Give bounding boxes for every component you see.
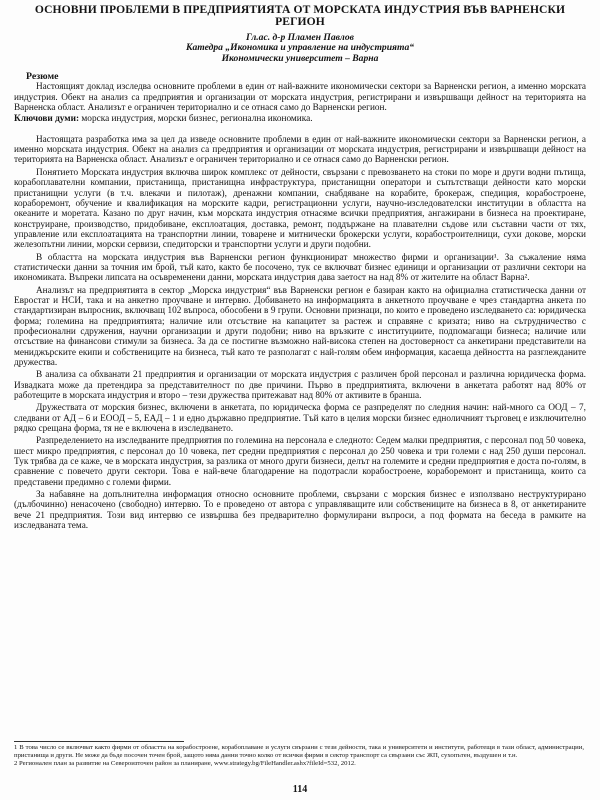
footnote-1: 1 В това число се включват както фирми от областта на корабостроене, корабоплаване и услуги свързани с тези дейности, така и университети и институти, работещи в тази област, администрации, пристанища и други. Не може да бъде посочен точен брой, защото няма данни точно колко от всички фирми в сектор транспорт са свързани със ЖП, сухопътен, въздушен и т.н.	[14, 744, 584, 759]
page-number: 114	[292, 784, 308, 795]
keywords-text: морска индустрия, морски бизнес, регионална икономика.	[79, 113, 313, 124]
keywords-line	[14, 114, 586, 125]
abstract-text: Настоящият доклад изследва основните проблеми в един от най-важните икономически сектори за Варненски регион, а именно морската индустрия. Обект на анализ са предприятия и организации от морската индустрия, регистрирани и извършващи дейност на територията на Варненска област. Анализът е ограничен териториално и се отнася само до Варненски регион.	[14, 82, 586, 114]
abstract-section	[14, 72, 586, 114]
footnote-divider	[14, 741, 184, 742]
paragraph-interviews: За набавяне на допълнителна информация относно основните проблеми, свързани с морския бизнес е използвано неструктурирано (дълбочинно) ненасочено (свободно) интервю. То е проведено от автора с управляващите или собствениците на бизнеса в 8, от анкетираните вече 21 предприятия. Този вид интервю се извършва без предварително формулирани въпроси, а под формата на беседа в рамките на изследваната тема.	[14, 490, 586, 532]
abstract-heading: Резюме	[26, 71, 59, 82]
paragraph-companies: В областта на морската индустрия във Варненски регион функционират множество фирми и организации¹. За съжаление няма статистически данни за точния им брой, тъй като, както бе посочено, тук се включват бизнес единици и организации от различни сектори на икономиката. Въпреки липсата на осъвременени данни, морската индустрия дава заетост на над 8% от жителите на област Варна².	[14, 252, 586, 284]
keywords-label: Ключови думи:	[14, 113, 80, 124]
paragraph-methodology: Анализът на предприятията в сектор „Морска индустрия“ във Варненски регион е базиран както на официална статистическа данни от Евростат и НСИ, така и на анкетно проучване и интервю. Добиването на информацията в анкетното проучване е чрез стандартна анкета по стандартизиран въпросник, включващ 102 въпроса, обособени в 9 групи. Основни признаци, по които е проведено изследването са: юридическа форма; големина на предприятията; наличие или отсъствие на капацитет за растеж и справяне с кризата; ниво на сътрудничество с професионални сдружения, научни организации и други подобни; ниво на връзките с институциите, подпомагащи бизнеса; наличие или отсъствие на финансови стимули за бизнеса. За да се постигне възможно най-висока степен на достоверност са анкетирани представители на мениджърските екипи и собствениците на бизнеса, тъй като те разполагат с най-голям обем информация, касаеща дейността на разглежданите дружества.	[14, 285, 586, 368]
body-text	[14, 135, 586, 532]
affiliation-university: Икономически университет – Варна	[221, 52, 379, 64]
footnotes	[14, 744, 584, 768]
paper-title: ОСНОВНИ ПРОБЛЕМИ В ПРЕДПРИЯТИЯТА ОТ МОРСКАТА ИНДУСТРИЯ ВЪВ ВАРНЕНСКИ РЕГИОН	[34, 3, 566, 28]
paragraph-definition: Понятието Морската индустрия включва широк комплекс от дейности, свързани с превозването на стоки по море и други водни пътища, корабоплавателни компании, пристанища, пристанищна инфраструктура, пристанищни оператори и съпътстващи дейности като морски пристанищни услуги (в т.ч. влекачи и пилотаж), дренажни компании, снабдяване на корабите, брокераж, спедиция, корабостроене, кораборемонт, обучение и квалификация на морските кадри, регистрационни услуги, научно-изследователски институции в областта на океаните и моретата. Казано по друг начин, към морската индустрия отнасяме всички предприятия, ангажирани в бизнеса на проектиране, конструиране, производство, придобиване, експлоатация, доставка, ремонт, поддържане на плавателни съдове или съставни части от тях, управление или експлоатацията на транспортни линии, товарене и митнически брокерски услуги, корабостроителници, сухи докове, морски железопътни линии, морски сервизи, спедиторски и транспортни услуги и други подобни.	[14, 167, 586, 251]
author-name: Гл.ас. д-р Пламен Павлов	[246, 32, 354, 43]
paragraph-size-distribution: Разпределението на изследваните предприятия по големина на персонала е следното: Седем малки предприятия, с персонал под 50 човека, шест микро предприятия, с персонал до 10 човека, пет средни предприятия с персонал до 250 човека и три големи с над 250 души персонал. Тук трябва да се каже, че в морската индустрия, за разлика от много други бизнеси, делът на големите и средни предприятия е доста по-голям, в сравнение с повечето други сектори. Това е най-вече благодарение на подотрасли корабостроене, кораборемонт и пристанища, които са представени предимно с големи фирми.	[14, 436, 586, 488]
paragraph-intro: Настоящата разработка има за цел да изведе основните проблеми в един от най-важните икономически сектори за Варненски регион, а именно морската индустрия. Обект на анализ са предприятия и организации от морската индустрия, регистрирани и извършващи дейност на територията на Варненска област. Анализът е ограничен териториално и се отнася само до Варненски регион.	[14, 134, 586, 166]
footnote-2: 2 Регионален план за развитие на Североизточен район за планиране, www.strategy.bg/FileHandler.ashx?fileId=532, 2012.	[14, 759, 356, 767]
paragraph-sample: В анализа са обхванати 21 предприятия и организации от морската индустрия с различен брой персонал и различна юридическа форма. Извадката може да претендира за представителност по две причини. Първо в предприятията, включени в анкетата работят над 80% от работещите в морската индустрия и второ – тези дружества притежават над 80% от активите в бранша.	[14, 370, 586, 402]
paragraph-legal-forms: Дружествата от морския бизнес, включени в анкетата, по юридическа форма се разпределят по следния начин: най-много са ООД – 7, следвани от АД – 6 и ЕООД – 5, ЕАД – 1 и едно държавно предприятие. Тъй като в целия морски бизнес едноличният търговец е изключително рядко срещана форма, тя не е включена в изследването.	[14, 403, 586, 435]
affiliation-department: Катедра „Икономика и управление на индустрията“	[185, 42, 415, 53]
